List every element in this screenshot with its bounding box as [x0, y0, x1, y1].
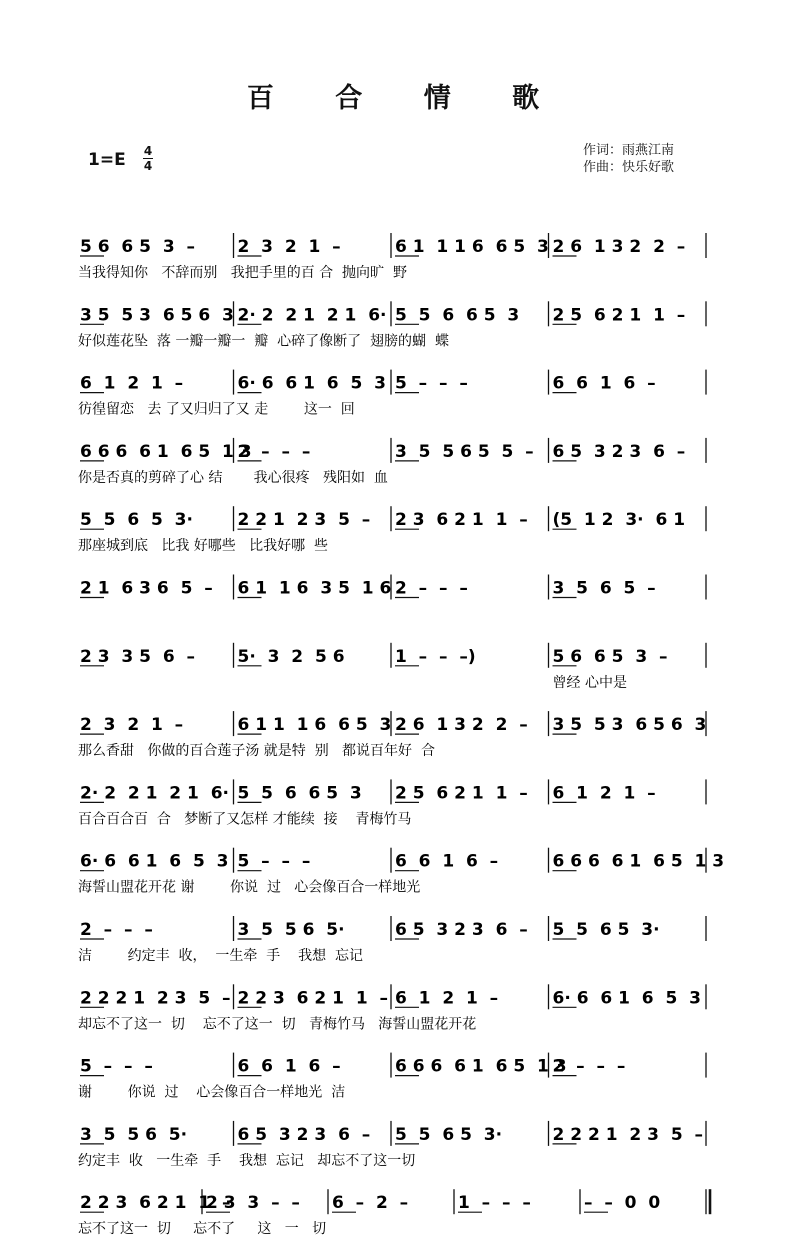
- score-system: [78, 984, 706, 1032]
- measure-notes: 6· 6 6 1 6 5 3: [237, 373, 386, 394]
- measure-notes: 6 5 3 2 3 6 –: [552, 441, 686, 462]
- measure-notes: 3 5 5 6 5 5 –: [395, 441, 534, 462]
- measure-notes: 6 1 2 1 –: [80, 373, 184, 394]
- measure-notes: 6 5 3 2 3 6 –: [395, 920, 528, 940]
- measure-notes: 2 6 1 3 2 2 –: [395, 715, 528, 736]
- measure-notes: 2 – – –: [552, 1056, 626, 1077]
- measure-notes: 6 1 1 6 3 5 1 6: [237, 578, 392, 599]
- measure-notes: 3 5 5 6 5·: [237, 920, 345, 940]
- lyrics-line: 曾经 心中是: [552, 674, 627, 691]
- song-title: 百 合 情 歌: [246, 83, 566, 114]
- score-system: [78, 1189, 710, 1237]
- measure-notes: 2 1 6 3 6 5 –: [80, 578, 213, 599]
- measure-notes: 6 1 1 1 6 6 5 3: [395, 237, 549, 257]
- score-system: [78, 848, 724, 896]
- measure-notes: 2 2 3 6 2 1 1 –: [237, 988, 388, 1009]
- key-signature: 1=E: [88, 150, 126, 170]
- lyrics-line: 洁 约定丰 收， 一生牵 手 我想 忘记: [78, 948, 364, 964]
- measure-notes: 2 3 3 5 6 –: [80, 646, 195, 667]
- measure-notes: 2 3 6 2 1 1 –: [395, 510, 528, 531]
- measure-notes: 3 5 6 5 –: [552, 578, 656, 599]
- measure-notes: 6 6 6 6 1 6 5 1 3: [80, 441, 252, 462]
- measure-notes: 2 2 2 1 2 3 5 –: [80, 988, 231, 1009]
- score-system: [78, 506, 706, 554]
- time-signature-top: 4: [143, 144, 153, 158]
- measure-notes: 6 6 1 6 –: [395, 851, 499, 872]
- lyrics-line: 海誓山盟花开花 谢 你说 过 心会像百合一样地光: [78, 879, 421, 896]
- lyrics-line: 你是否真的剪碎了心 结 我心很疼 残阳如 血: [78, 469, 388, 486]
- measure-notes: 6 5 3 2 3 6 –: [237, 1124, 371, 1145]
- measure-notes: 6 1 2 1 –: [552, 783, 656, 804]
- score-system: [78, 1053, 706, 1101]
- lyrics-line: 那座城到底 比我 好哪些 比我好哪 些: [78, 538, 329, 555]
- score-system: [78, 233, 706, 281]
- measure-notes: 6 6 6 6 1 6 5 1 3: [552, 851, 725, 872]
- score-system: [78, 916, 706, 964]
- measure-notes: 6 1 2 1 –: [395, 988, 499, 1009]
- measure-notes: 5 – – –: [80, 1056, 153, 1077]
- composer-credit: 作曲：快乐好歌: [583, 160, 675, 175]
- score-system: [80, 575, 706, 600]
- lyrics-line: 好似莲花坠 落 一瓣一瓣一 瓣 心碎了像断了 翅膀的蝴 蝶: [78, 333, 449, 350]
- measure-notes: 2 3 2 1 –: [237, 237, 341, 257]
- score-system: [78, 1121, 706, 1169]
- measure-notes: 5 6 6 5 3 –: [552, 646, 668, 667]
- measure-notes: 2 – – –: [237, 441, 311, 462]
- measure-notes: 5 5 6 6 5 3: [237, 783, 362, 804]
- score-system: [78, 779, 706, 827]
- measure-notes: 5· 3 2 5 6: [237, 646, 345, 667]
- measure-notes: 2 2 3 6 2 1 1 –: [80, 1193, 231, 1214]
- measure-notes: 5 – – –: [237, 851, 311, 872]
- measure-notes: 5 – – –: [395, 373, 468, 394]
- measure-notes: 6 – 2 –: [332, 1193, 409, 1214]
- measure-notes: 5 5 6 5 3·: [80, 510, 193, 531]
- measure-notes: 5 5 6 5 3·: [395, 1124, 503, 1145]
- measure-notes: 6 6 1 6 –: [237, 1056, 341, 1077]
- lyrics-line: 那么香甜 你做的百合莲子汤 就是特 别 都说百年好 合: [78, 743, 435, 760]
- measure-notes: 2 3 3 – –: [206, 1193, 300, 1214]
- lyrics-line: 忘不了这一 切 忘不了 这 一 切: [78, 1221, 327, 1238]
- measure-notes: 1 – – –): [395, 646, 476, 667]
- measure-notes: 2 – – –: [395, 578, 468, 599]
- measure-notes: – – 0 0: [584, 1193, 661, 1214]
- time-signature-bottom: 4: [143, 159, 153, 173]
- score-system: [80, 643, 706, 691]
- measure-notes: 6 6 6 6 1 6 5 1 3: [395, 1056, 567, 1077]
- measure-notes: 2· 2 2 1 2 1 6·: [80, 783, 229, 804]
- measure-notes: 1 – – –: [458, 1193, 531, 1214]
- measure-notes: 6 6 1 6 –: [552, 373, 656, 394]
- score-system: [78, 438, 706, 486]
- score-system: [78, 301, 706, 349]
- measure-notes: 5 6 6 5 3 –: [80, 237, 195, 257]
- measure-notes: 2· 2 2 1 2 1 6·: [237, 305, 387, 326]
- lyrics-line: 当我得知你 不辞而别 我把手里的百 合 抛向旷 野: [78, 265, 407, 281]
- score-system: [78, 370, 706, 418]
- measure-notes: 2 5 6 2 1 1 –: [552, 305, 686, 326]
- measure-notes: 3 5 5 6 5·: [80, 1124, 188, 1145]
- lyrics-line: 谢 你说 过 心会像百合一样地光 洁: [78, 1084, 346, 1101]
- measure-notes: 5 5 6 6 5 3: [395, 305, 520, 326]
- measure-notes: 2 6 1 3 2 2 –: [552, 237, 686, 257]
- lyrics-line: 彷徨留恋 去 了又归归了又 走 这一 回: [78, 401, 355, 418]
- measure-notes: 3 5 5 3 6 5 6 3: [552, 715, 707, 736]
- measure-notes: (5 1 2 3· 6 1: [552, 510, 686, 531]
- measure-notes: 6· 6 6 1 6 5 3: [552, 988, 701, 1009]
- measure-notes: 6 1 1 1 6 6 5 3: [237, 715, 392, 736]
- lyrics-line: 约定丰 收 一生牵 手 我想 忘记 却忘不了这一切: [78, 1152, 416, 1169]
- lyrics-line: 百合百合百 合 梦断了又怎样 才能续 接 青梅竹马: [78, 811, 412, 828]
- measure-notes: 2 – – –: [80, 920, 153, 940]
- measure-notes: 2 2 1 2 3 5 –: [237, 510, 371, 531]
- measure-notes: 3 5 5 3 6 5 6 3: [80, 305, 234, 326]
- measure-notes: 5 5 6 5 3·: [552, 920, 660, 940]
- lyricist-credit: 作词：雨燕江南: [583, 143, 675, 158]
- measure-notes: 2 3 2 1 –: [80, 715, 184, 736]
- score-system: [78, 711, 706, 759]
- measure-notes: 2 5 6 2 1 1 –: [395, 783, 528, 804]
- lyrics-line: 却忘不了这一 切 忘不了这一 切 青梅竹马 海誓山盟花开花: [78, 1016, 477, 1033]
- measure-notes: 2 2 2 1 2 3 5 –: [552, 1124, 703, 1145]
- measure-notes: 6· 6 6 1 6 5 3: [80, 851, 229, 872]
